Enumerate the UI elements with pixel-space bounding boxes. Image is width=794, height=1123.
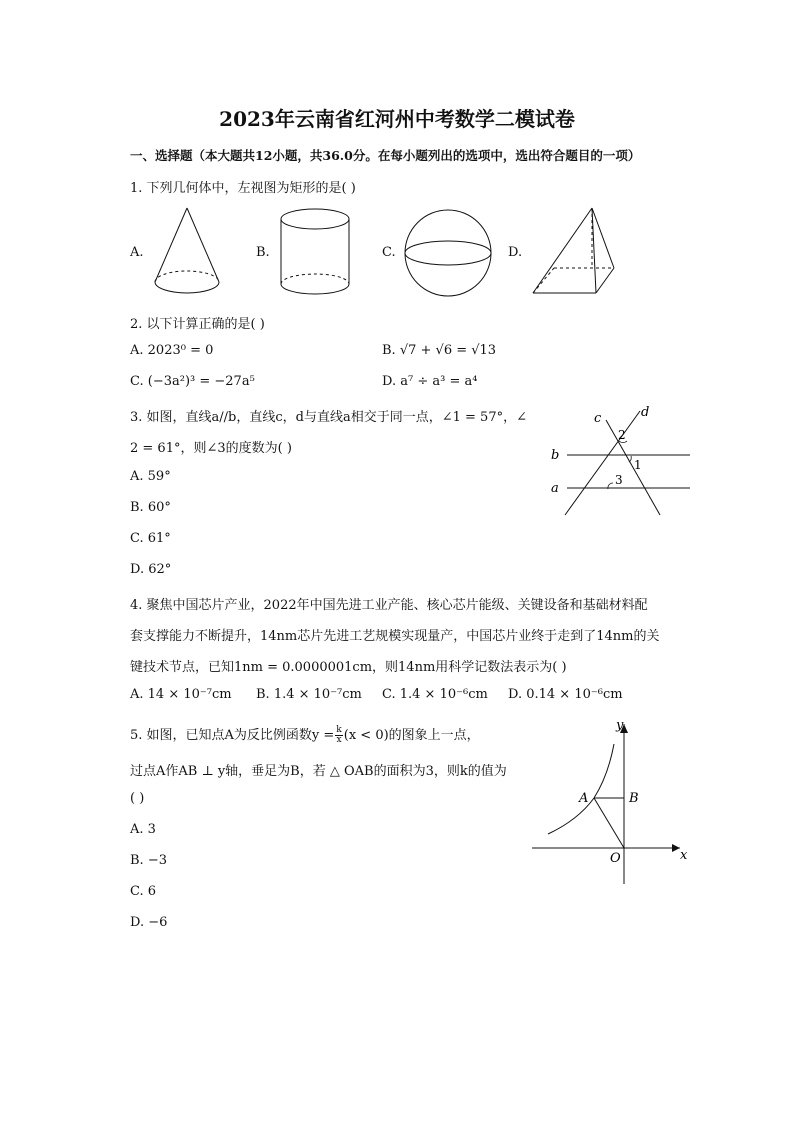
cone-figure	[150, 205, 230, 300]
question-2-stem: 2. 以下计算正确的是( )	[130, 317, 265, 332]
q4-option-c: C. 1.4 × 10⁻⁶cm	[382, 687, 488, 702]
label-c: c	[594, 411, 602, 426]
q5-stem-part1: 5. 如图，已知点A为反比例函数y =	[130, 728, 335, 743]
line-d	[565, 411, 640, 515]
q1-option-c: C.	[382, 245, 396, 260]
q4-option-a: A. 14 × 10⁻⁷cm	[130, 687, 232, 702]
question-5-stem-line3: ( )	[130, 791, 145, 806]
q2-option-b: B. √7 + √6 = √13	[382, 343, 497, 358]
label-B: B	[629, 791, 639, 806]
q5-option-c: C. 6	[130, 884, 157, 899]
q1-option-a: A.	[130, 245, 144, 260]
q3-option-a: A. 59°	[130, 469, 171, 484]
label-angle-3: 3	[615, 473, 623, 487]
fraction-denominator: x	[336, 735, 342, 745]
fraction-numerator: k	[336, 725, 342, 735]
section-header: 一、选择题（本大题共12小题，共36.0分。在每小题列出的选项中，选出符合题目的一项）	[130, 148, 641, 163]
label-a: a	[551, 481, 559, 496]
q2-option-d: D. a⁷ ÷ a³ = a⁴	[382, 374, 478, 389]
label-b: b	[551, 448, 560, 463]
question-3-stem-line2: 2 = 61°，则∠3的度数为( )	[130, 441, 292, 456]
sphere-figure	[403, 207, 498, 302]
question-3-stem-line1: 3. 如图，直线a//b，直线c，d与直线a相交于同一点，∠1 = 57°，∠	[130, 410, 527, 425]
fraction-k-over-x	[335, 726, 342, 745]
q3-option-c: C. 61°	[130, 531, 171, 546]
question-5-stem-line2: 过点A作AB ⊥ y轴，垂足为B，若 △ OAB的面积为3，则k的值为	[130, 764, 507, 779]
question-4-stem-line2: 套支撑能力不断提升，14nm芯片先进工艺规模实现量产，中国芯片业终于走到了14nm的关	[130, 629, 660, 644]
q5-stem-part2: (x < 0)的图象上一点，	[343, 728, 480, 743]
q2-option-c: C. (−3a²)³ = −27a⁵	[130, 374, 255, 389]
q3-option-d: D. 62°	[130, 562, 172, 577]
x-axis-arrow	[672, 844, 680, 852]
question-4-stem-line1: 4. 聚焦中国芯片产业，2022年中国先进工业产能、核心芯片能级、关键设备和基础材料配	[130, 598, 648, 613]
q5-option-b: B. −3	[130, 853, 167, 868]
question-1-stem: 1. 下列几何体中，左视图为矩形的是( )	[130, 181, 356, 196]
label-angle-1: 1	[634, 458, 642, 472]
label-A: A	[579, 791, 589, 806]
q2-option-a: A. 2023⁰ = 0	[130, 343, 214, 358]
hyperbola-curve	[548, 744, 614, 834]
question-4-stem-line3: 键技术节点，已知1nm = 0.0000001cm，则14nm用科学记数法表示为( )	[130, 660, 567, 675]
label-y: y	[616, 718, 624, 733]
q3-option-b: B. 60°	[130, 500, 171, 515]
cylinder-figure	[278, 204, 358, 299]
label-x: x	[680, 848, 688, 863]
label-d: d	[641, 405, 650, 420]
pyramid-figure	[530, 205, 620, 300]
q5-option-a: A. 3	[130, 822, 156, 837]
q4-option-d: D. 0.14 × 10⁻⁶cm	[508, 687, 623, 702]
segment-ao	[594, 798, 624, 848]
q1-option-d: D.	[508, 245, 523, 260]
parallel-lines-figure	[545, 403, 695, 518]
label-O: O	[610, 851, 621, 866]
line-c	[606, 420, 660, 515]
question-5-stem-line1	[130, 724, 480, 745]
page-title: 2023年云南省红河州中考数学二模试卷	[219, 107, 575, 131]
q4-option-b: B. 1.4 × 10⁻⁷cm	[256, 687, 362, 702]
inverse-function-figure	[530, 712, 700, 892]
label-angle-2: 2	[618, 428, 626, 442]
q5-option-d: D. −6	[130, 915, 168, 930]
q1-option-b: B.	[256, 245, 270, 260]
